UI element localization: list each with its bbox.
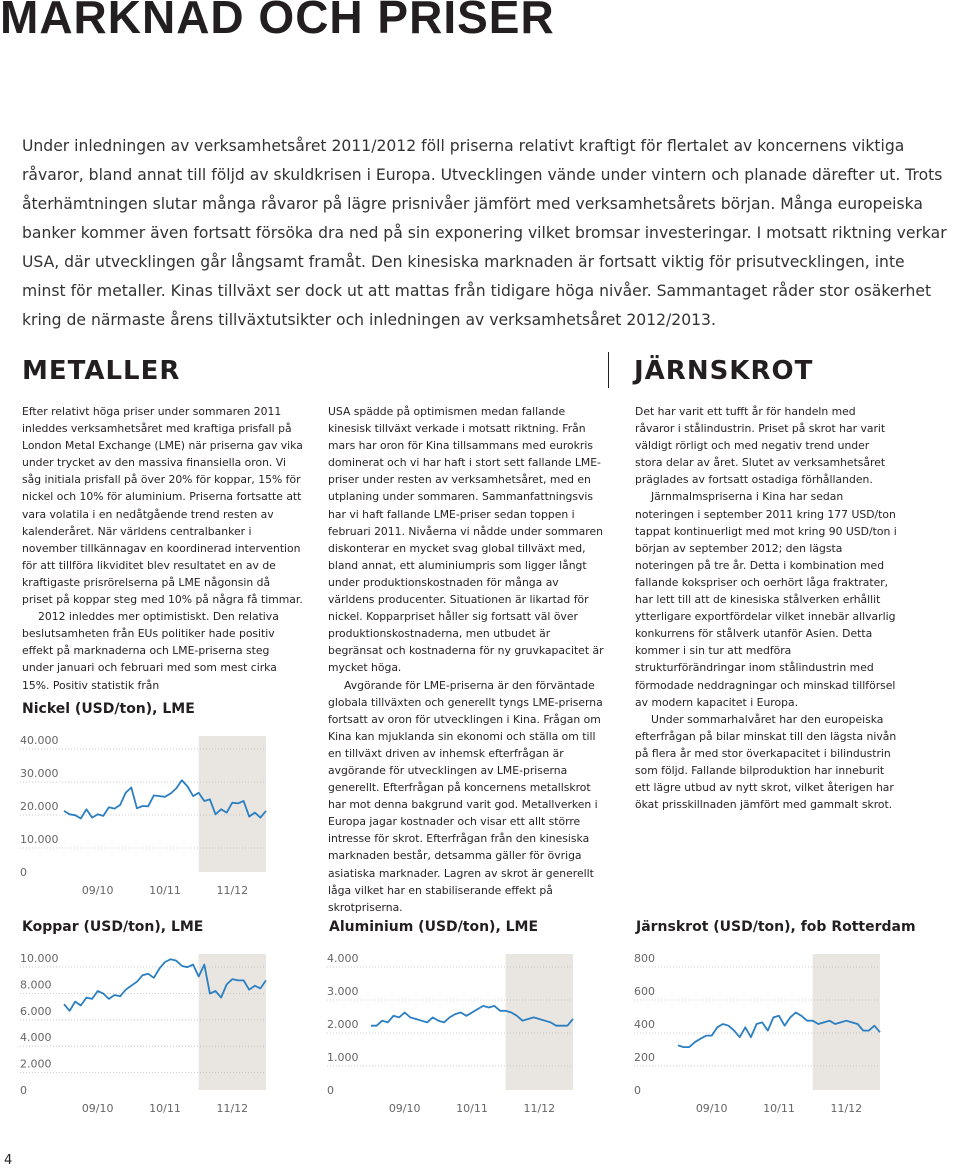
metaller-col2-para-2: Avgörande för LME-priserna är den förväntade globala tillväxten och generellt tyngs LME-priserna fortsatt av oron för utvecklingen i Kina. Frågan om Kina kan mjuklanda sin ekonomi och ställa om till en tillväxt driven av inhemsk efterfrågan är avgörande för utvecklingen av LME-priserna generellt. Efterfrågan på koncernens metallskrot har mot denna bakgrund varit god. Metallverken i Europa jagar kostnader och visar ett allt större intresse för skrot. Efterfrågan från den kinesiska marknaden består, detsamma gäller för övriga asiatiska marknader. Lagren av skrot är generellt låga vilket har en stabiliserande effekt på skrotpriserna.: [328, 678, 603, 914]
aluminium-chart: [307, 940, 607, 1122]
jarnskrot-chart-title: Järnskrot (USD/ton), fob Rotterdam: [636, 919, 916, 935]
y-tick-label: 0: [20, 1084, 27, 1097]
y-tick-label: 600: [634, 985, 655, 998]
metaller-column-2: [328, 403, 604, 916]
y-tick-label: 6.000: [20, 1004, 52, 1018]
y-tick-label: 40.000: [20, 734, 59, 747]
x-tick-label: 11/12: [216, 884, 249, 897]
section-divider: [608, 352, 609, 388]
y-tick-label: 0: [327, 1084, 334, 1097]
y-tick-label: 800: [634, 952, 655, 965]
x-tick-label: 10/11: [763, 1102, 795, 1115]
nickel-chart-title: Nickel (USD/ton), LME: [22, 701, 195, 717]
metaller-col1-para-1: Efter relativt höga priser under sommaren 2011 inleddes verksamhetsåret med kraftiga prisfall på London Metal Exchange (LME) när priserna gav vika under trycket av den massiva finansiella oron. Vi såg initiala prisfall på över 20% för koppar, 15% för nickel och 10% för aluminium. Priserna fortsatte att vara volatila i en nedåtgående trend resten av kalenderåret. När världens centralbanker i november tillkännagav en koordinerad intervention för att tillföra likviditet blev resultatet en av de kraftigaste prisrörelserna på LME någonsin då priset på koppar steg med 10% på några få timmar.: [22, 405, 303, 607]
jarnskrot-para-2: Järnmalmspriserna i Kina har sedan noteringen i september 2011 kring 177 USD/ton tappat kontinuerligt med mot kring 90 USD/ton i början av september 2012; den lägsta noteringen på tre år. Detta i kombination med fallande kokspriser och oerhört låga fraktrater, har lett till att de kinesiska stålverken erhållit ytterligare exportfördelar vilket innebär allvarlig konkurrens för stålverk utanför Asien. Detta kommer i sin tur att medföra strukturförändringar inom stålindustrin med förmodade neddragningar och minskad tillförsel av modern kapacitet i Europa.: [635, 490, 897, 709]
y-tick-label: 30.000: [20, 767, 59, 780]
y-tick-label: 8.000: [20, 978, 52, 992]
intro-paragraph: Under inledningen av verksamhetsåret 2011/2012 föll priserna relativt kraftigt för flertalet av koncernens viktiga råvaror, bland annat till följd av skuldkrisen i Europa. Utvecklingen vände under vintern och planade därefter ut. Trots återhämtningen slutar många råvaror på lägre prisnivåer jämfört med verksamhetsårets början. Många europeiska banker kommer även fortsatt försöka dra ned på sin exponering vilket bromsar investeringar. I motsatt riktning verkar USA, där utvecklingen går långsamt framåt. Den kinesiska marknaden är fortsatt viktig för prisutvecklingen, inte minst för metaller. Kinas tillväxt ser dock ut att mattas från tidigare höga nivåer. Sammantaget råder stor osäkerhet kring de närmaste årens tillväxtutsikter och inledningen av verksamhetsåret 2012/2013.: [22, 137, 947, 329]
x-tick-label: 10/11: [456, 1102, 488, 1115]
y-tick-label: 10.000: [20, 833, 59, 846]
y-tick-label: 2.000: [327, 1018, 359, 1031]
x-tick-label: 09/10: [81, 884, 114, 897]
page-title: MARKNAD OCH PRISER: [0, 0, 555, 43]
x-tick-label: 09/10: [695, 1102, 728, 1115]
x-tick-label: 09/10: [81, 1102, 114, 1115]
jarnskrot-column: [635, 403, 897, 813]
x-tick-label: 09/10: [388, 1102, 421, 1115]
y-tick-label: 200: [634, 1051, 655, 1064]
jarnskrot-heading: JÄRNSKROT: [634, 356, 814, 386]
page-number: 4: [4, 1153, 13, 1168]
y-tick-label: 2.000: [20, 1057, 52, 1071]
x-tick-label: 11/12: [830, 1102, 863, 1115]
metaller-heading: METALLER: [22, 356, 181, 386]
x-tick-label: 10/11: [149, 884, 181, 897]
y-tick-label: 1.000: [327, 1051, 359, 1064]
y-tick-label: 0: [20, 866, 27, 879]
aluminium-chart-title: Aluminium (USD/ton), LME: [329, 919, 539, 935]
koppar-chart-title: Koppar (USD/ton), LME: [22, 919, 204, 935]
shaded-period: [506, 954, 573, 1090]
y-tick-label: 4.000: [20, 1031, 52, 1045]
x-tick-label: 11/12: [523, 1102, 556, 1115]
nickel-chart: [0, 722, 300, 904]
x-tick-label: 11/12: [216, 1102, 249, 1115]
jarnskrot-para-1: Det har varit ett tufft år för handeln med råvaror i stålindustrin. Priset på skrot har varit väldigt rörligt och med negativ trend under stora delar av året. Slutet av verksamhetsåret präglades av fortsatt ostadiga förhållanden.: [635, 405, 886, 487]
y-tick-label: 3.000: [327, 985, 359, 998]
metaller-column-1: [22, 403, 304, 694]
jarnskrot-chart: [614, 940, 914, 1122]
y-tick-label: 4.000: [327, 952, 359, 965]
metaller-col1-para-2: 2012 inleddes mer optimistiskt. Den relativa beslutsamheten från EUs politiker hade positiv effekt på marknaderna och LME-priserna steg under januari och februari med som mest cirka 15%. Positiv statistik från: [22, 610, 279, 692]
y-tick-label: 0: [634, 1084, 641, 1097]
metaller-col2-para-1: USA spädde på optimismen medan fallande kinesisk tillväxt verkade i motsatt riktning. Från mars har oron för Kina tillsammans med eurokris dominerat och vi har haft i stort sett fallande LME-priser under resten av verksamhetsåret, med en utplaning under sommaren. Sammanfattningsvis har vi haft fallande LME-priser sedan toppen i februari 2011. Nivåerna vi nådde under sommaren diskonterar en mycket svag global tillväxt med, bland annat, ett aluminiumpris som ligger långt under produktionskostnaden för många av världens producenter. Situationen är likartad för nickel. Kopparpriset håller sig fortsatt väl över produktionskostnaderna, men utbudet är begränsat och kostnaderna för ny gruvkapacitet är mycket höga.: [328, 405, 604, 675]
y-tick-label: 400: [634, 1018, 655, 1031]
koppar-chart: [0, 940, 300, 1122]
y-tick-label: 10.000: [20, 952, 59, 965]
y-tick-label: 20.000: [20, 800, 59, 813]
x-tick-label: 10/11: [149, 1102, 181, 1115]
shaded-period: [199, 954, 266, 1090]
jarnskrot-para-3: Under sommarhalvåret har den europeiska efterfrågan på bilar minskat till den lägsta nivån på flera år med stor överkapacitet i bilindustrin som följd. Fallande bilproduktion har inneburit ett lägre utbud av nytt skrot, vilket återigen har ökat prisskillnaden jämfört med gammalt skrot.: [635, 712, 897, 812]
